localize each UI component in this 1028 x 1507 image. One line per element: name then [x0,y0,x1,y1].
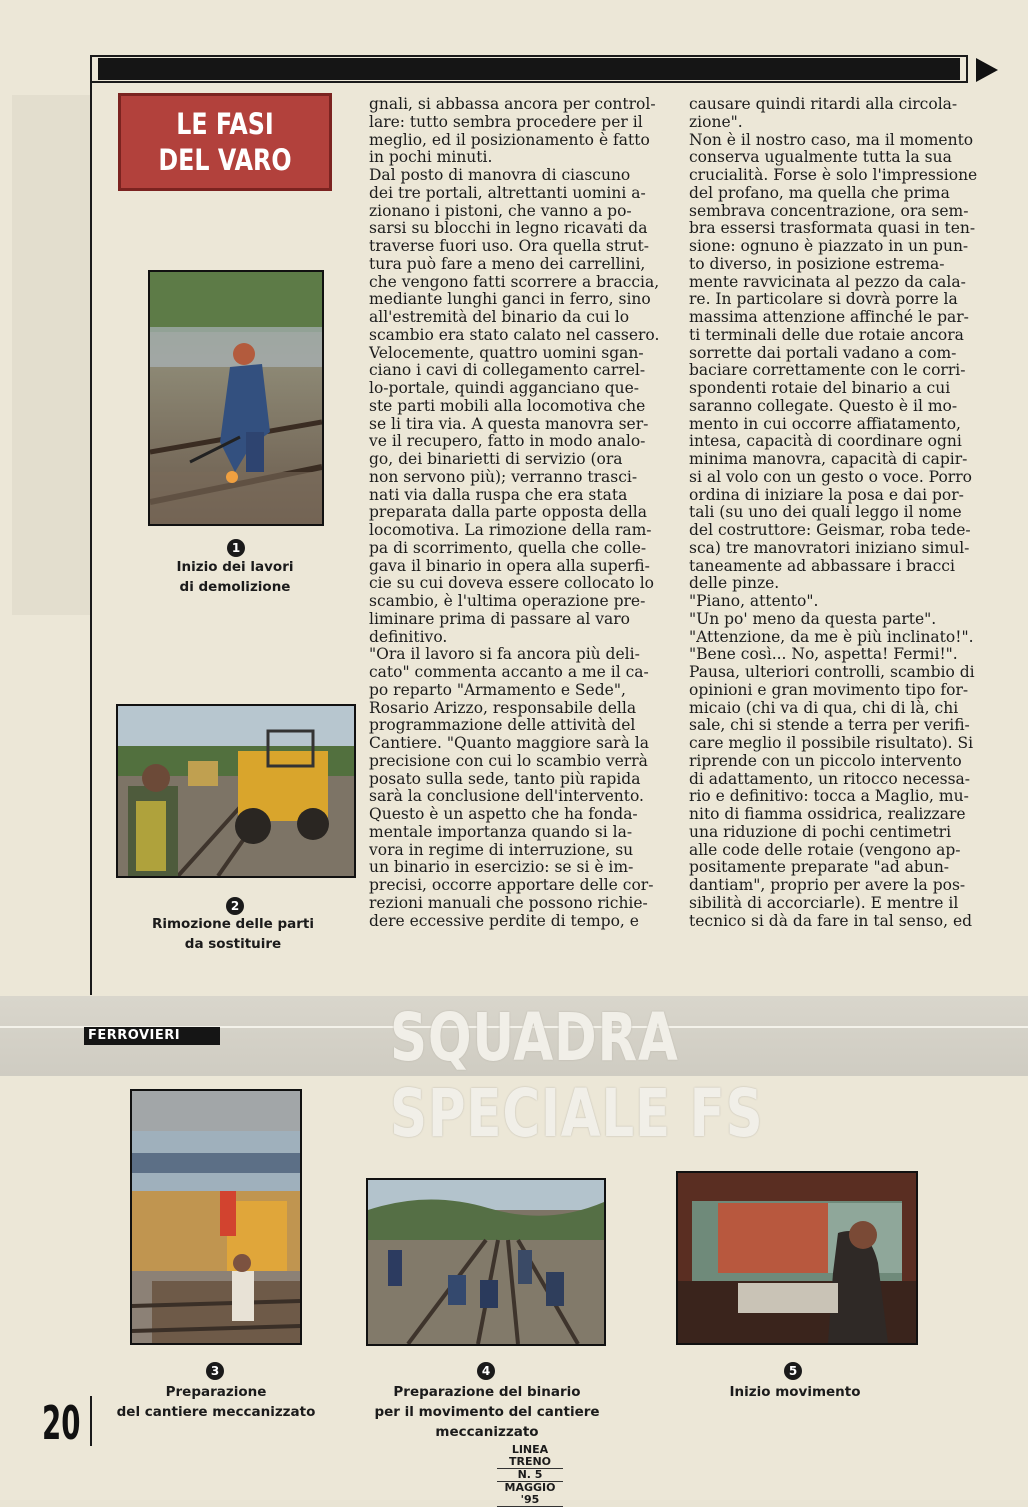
figure-caption-2-line-1: Rimozione delle parti [151,916,315,932]
banner-title: SQUADRA SPECIALE FS [390,999,764,1152]
figure-caption-5 [700,1382,890,1402]
photo-site-preparation [130,1089,302,1345]
page-number: 20 [42,1396,81,1450]
left-frame-rule [90,55,92,995]
figure-caption-3-line-1: Preparazione [165,1384,267,1400]
figure-caption-1 [150,557,320,597]
figure-caption-4-line-1: Preparazione del binario [393,1384,581,1400]
continue-arrow-icon [976,58,998,82]
article-column-1: gnali, si abbassa ancora per control- lare: tutto sembra procedere per il meglio, ed il posizionamento è fatto in pochi minuti. Dal posto di manovra di ciascuno dei tre portali, altrettanti uomini a- zionano i pistoni, che vanno a po- sarsi su blocchi in legno ricavati da traverse fuori uso. Ora quella strut- tura può fare a meno dei carrellini, che vengono fatti scorrere a braccia, mediante lunghi ganci in ferro, sino all'estremità del binario da cui lo scambio era stato calato nel cassero. Velocemente, quattro uomini sgan- ciano i cavi di collegamento carrel- lo-portale, quindi agganciano que- ste parti mobili alla locomotiva che se li tira via. A questa manovra ser- ve il recupero, fatto in modo analo- go, dei binarietti di servizio (ora non servono più); verranno trasci- nati via dalla ruspa che era stata preparata dalla parte opposta della locomotiva. La rimozione della ram- pa di scorrimento, quella che colle- gava il binario in opera alla superfi- cie su cui doveva essere collocato lo scambio, è l'ultima operazione pre- liminare prima di passare al varo definitivo. "Ora il lavoro si fa ancora più deli- cato" commenta accanto a me il ca- po reparto "Armamento e Sede", Rosario Arizzo, responsabile della programmazione delle attività del Cantiere. "Quanto maggiore sarà la precisione con cui lo scambio verrà posato sulla sede, tanto più rapida sarà la conclusione dell'intervento. Questo è un aspetto che ha fonda- mentale importanza quando si la- vora in regime di interruzione, su un binario in esercizio: se si è im- precisi, occorre apportare delle cor- rezioni manuali che possono richie- dere eccessive perdite di tempo, e [369,95,660,930]
figure-caption-5-line-1: Inizio movimento [729,1384,861,1400]
figure-caption-3 [110,1382,322,1422]
footer-date: MAGGIO '95 [497,1482,563,1507]
figure-number-3: 3 [206,1362,224,1380]
figure-caption-2 [138,914,328,954]
photo-demolition [148,270,324,526]
figure-number-4: 4 [477,1362,495,1380]
figure-number-5: 5 [784,1362,802,1380]
photo-track-preparation [366,1178,606,1346]
figure-number-1: 1 [227,539,245,557]
footer-issue: N. 5 [497,1469,563,1482]
section-title-line-2: DEL VARO [158,143,292,177]
page-number-rule [90,1396,92,1446]
figure-caption-4 [330,1382,644,1442]
magazine-footer [497,1444,563,1507]
figure-caption-4-line-2: per il movimento del cantiere meccanizzato [374,1404,600,1440]
figure-caption-2-line-2: da sostituire [184,936,282,952]
section-title-line-1: LE FASI [176,107,274,141]
bleed-through-shade [12,95,92,615]
section-title-box [118,93,332,191]
photo-start-movement [676,1171,918,1345]
figure-caption-1-line-2: di demolizione [179,579,291,595]
header-rule-bar [98,58,960,80]
photo-removal [116,704,356,878]
footer-magazine: LINEA TRENO [497,1444,563,1469]
figure-caption-1-line-1: Inizio dei lavori [176,559,294,575]
article-column-2: causare quindi ritardi alla circola- zione". Non è il nostro caso, ma il momento conserva ugualmente tutta la sua crucialità. Forse è solo l'impressione del profano, ma quella che prima sembrava concentrazione, ora sem- bra essersi trasformata quasi in ten- sione: ognuno è piazzato in un pun- to diverso, in posizione estrema- mente ravvicinata al pezzo da cala- re. In particolare si dovrà porre la massima attenzione affinché le par- ti terminali delle due rotaie ancora sorrette dai portali vadano a com- baciare correttamente con le corri- spondenti rotaie del binario a cui saranno collegate. Questo è il mo- mento in cui occorre affiatamento, intesa, capacità di coordinare ogni minima manovra, capacità di capir- si al volo con un gesto o voce. Porro ordina di iniziare la posa e dai por- tali (su uno dei quali leggo il nome del costruttore: Geismar, roba tede- sca) tre manovratori iniziano simul- taneamente ad abbassare i bracci delle pinze. "Piano, attento". "Un po' meno da questa parte". "Attenzione, da me è più inclinato!". "Bene così... No, aspetta! Fermi!". Pausa, ulteriori controlli, scambio di opinioni e gran movimento tipo for- micaio (chi va di qua, chi di là, chi sale, chi si stende a terra per verifi- care meglio il possibile risultato). Si riprende con un piccolo intervento di adattamento, un ritocco necessa- rio e definitivo: tocca a Maglio, mu- nito di fiamma ossidrica, realizzare una riduzione di pochi centimetri alle code delle rotaie (vengono ap- positamente preparate "ad abun- dantiam", proprio per avere la pos- sibilità di accorciarle). E mentre il tecnico si dà da fare in tal senso, ed [689,95,978,930]
figure-number-2: 2 [226,897,244,915]
section-label: FERROVIERI [88,1028,181,1043]
figure-caption-3-line-2: del cantiere meccanizzato [116,1404,316,1420]
